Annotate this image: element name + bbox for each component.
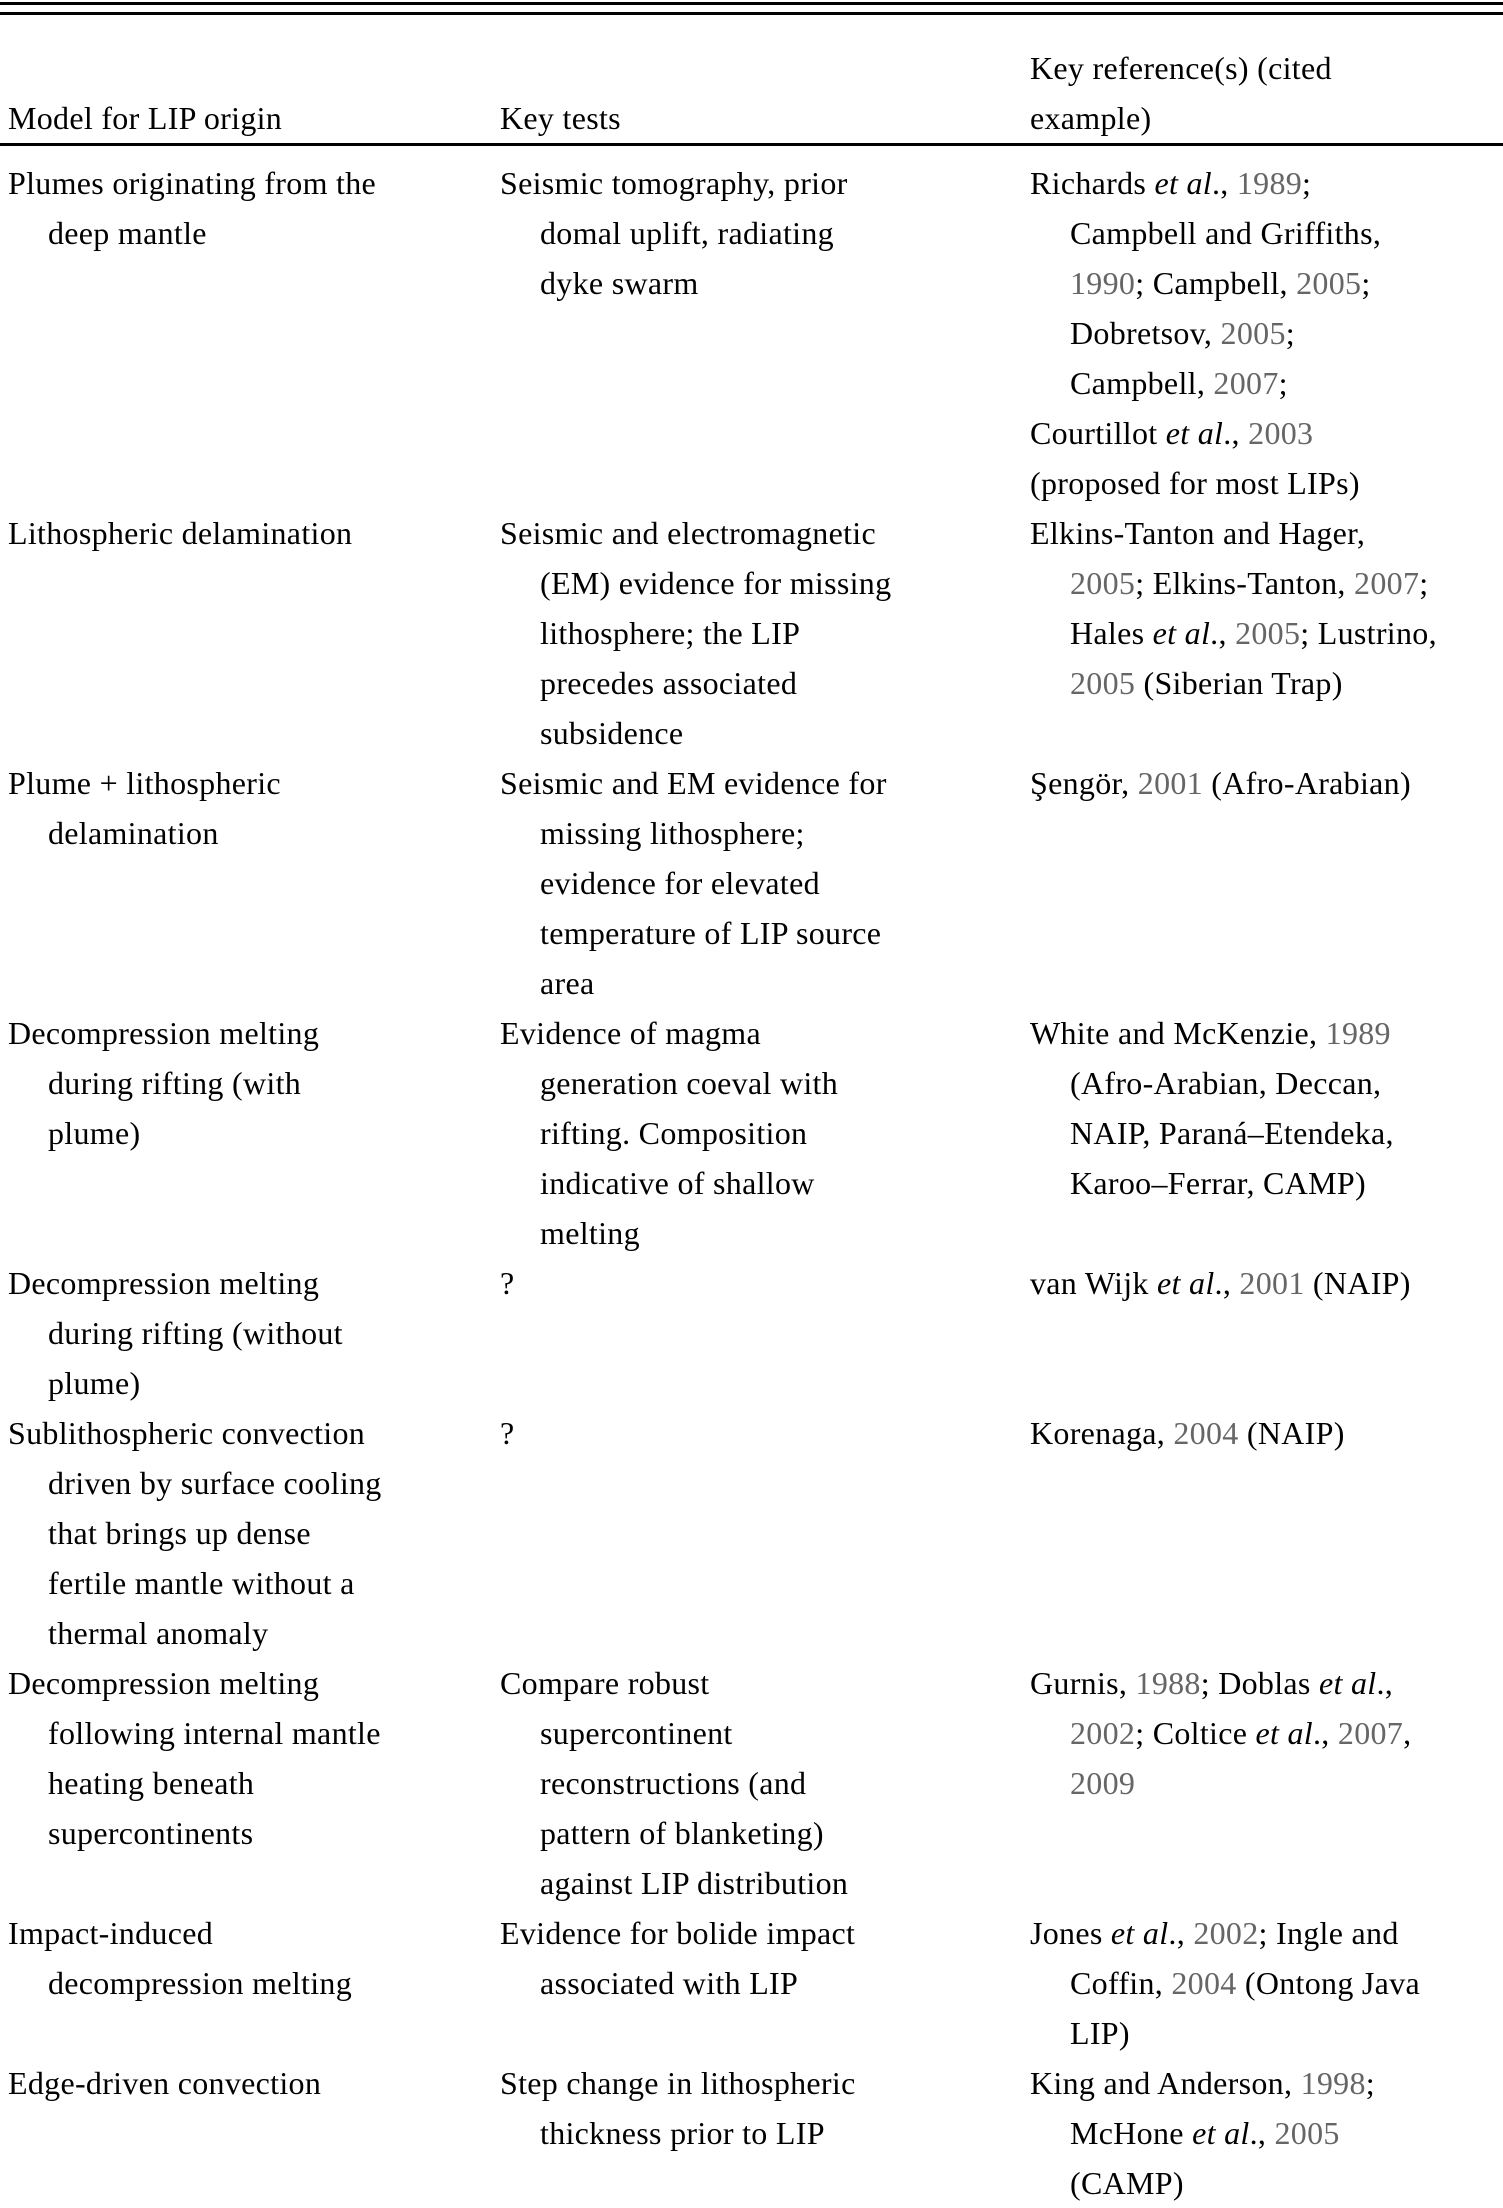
table-row — [0, 2058, 1503, 2208]
key-tests-cell — [500, 2058, 1030, 2158]
references-cell — [1030, 508, 1503, 708]
model-cell — [0, 758, 500, 858]
text-line — [8, 758, 500, 808]
text-segment: Key reference(s) (cited — [1030, 50, 1332, 86]
et-al-italic: et al — [1157, 1265, 1215, 1301]
text-line — [500, 1058, 1030, 1108]
text-line — [1030, 358, 1503, 408]
text-segment: Step change in lithospheric — [500, 2065, 856, 2101]
text-segment: delamination — [48, 815, 219, 851]
year-citation: 1988 — [1135, 1665, 1201, 1701]
text-segment: , — [1403, 1715, 1412, 1751]
text-segment: Plumes originating from the — [8, 165, 377, 201]
text-segment: during rifting (without — [48, 1315, 343, 1351]
text-segment: Edge-driven convection — [8, 2065, 322, 2101]
text-segment: that brings up dense — [48, 1515, 311, 1551]
references-cell — [1030, 2058, 1503, 2208]
text-line — [8, 508, 500, 558]
text-segment: driven by surface cooling — [48, 1465, 382, 1501]
text-segment: Evidence of magma — [500, 1015, 761, 1051]
text-segment: (NAIP) — [1238, 1415, 1345, 1451]
year-citation: 1998 — [1300, 2065, 1366, 2101]
text-segment: subsidence — [540, 715, 684, 751]
text-line — [8, 1508, 500, 1558]
key-tests-cell — [500, 1258, 1030, 1308]
text-line — [1030, 1408, 1503, 1458]
text-segment: ., — [1211, 165, 1237, 201]
text-segment: Seismic and electromagnetic — [500, 515, 876, 551]
text-segment: Karoo–Ferrar, CAMP) — [1070, 1165, 1366, 1201]
key-tests-cell — [500, 508, 1030, 758]
text-line — [1030, 2008, 1503, 2058]
text-segment: King and Anderson, — [1030, 2065, 1301, 2101]
table-body — [0, 146, 1503, 2208]
text-line — [8, 1608, 500, 1658]
model-cell — [0, 2058, 500, 2108]
text-segment: thickness prior to LIP — [540, 2115, 825, 2151]
text-line — [1030, 93, 1503, 143]
text-line — [8, 1358, 500, 1408]
text-line — [1030, 408, 1503, 458]
year-citation: 2007 — [1337, 1715, 1404, 1751]
year-citation: 2007 — [1354, 565, 1420, 601]
text-segment: Lithospheric delamination — [8, 515, 353, 551]
text-line — [500, 558, 1030, 608]
text-line — [1030, 608, 1503, 658]
text-line — [1030, 1658, 1503, 1708]
text-line — [1030, 458, 1503, 508]
text-line — [500, 708, 1030, 758]
text-line — [1030, 1108, 1503, 1158]
text-segment: ; Campbell, — [1135, 265, 1297, 301]
text-segment: ; — [1365, 2065, 1375, 2101]
text-line — [500, 1008, 1030, 1058]
key-tests-cell — [500, 158, 1030, 308]
text-segment: Courtillot — [1030, 415, 1166, 451]
text-segment: ; — [1278, 365, 1288, 401]
text-segment: Model for LIP origin — [8, 100, 283, 136]
text-line — [500, 1808, 1030, 1858]
et-al-italic: et al — [1154, 165, 1212, 201]
text-line — [1030, 1908, 1503, 1958]
text-segment: against LIP distribution — [540, 1865, 849, 1901]
text-segment: Key tests — [500, 100, 621, 136]
text-segment: Sublithospheric convection — [8, 1415, 366, 1451]
et-al-italic: et al — [1110, 1915, 1169, 1951]
text-segment: (Ontong Java — [1236, 1965, 1420, 2001]
text-segment: ; — [1361, 265, 1371, 301]
text-segment: Campbell and Griffiths, — [1070, 215, 1382, 251]
year-citation: 2005 — [1220, 315, 1286, 351]
text-segment: melting — [540, 1215, 640, 1251]
text-segment: (Afro-Arabian, Deccan, — [1070, 1065, 1382, 1101]
text-segment: thermal anomaly — [48, 1615, 269, 1651]
text-segment: example) — [1030, 100, 1152, 136]
et-al-italic: et al — [1165, 415, 1224, 451]
text-segment: rifting. Composition — [540, 1115, 808, 1151]
text-segment: fertile mantle without a — [48, 1565, 355, 1601]
key-tests-cell — [500, 1908, 1030, 2008]
column-header-tests — [500, 93, 1030, 143]
year-citation: 2002 — [1193, 1915, 1259, 1951]
text-line — [500, 158, 1030, 208]
text-line — [8, 1408, 500, 1458]
text-segment: heating beneath — [48, 1765, 255, 1801]
text-line — [500, 1758, 1030, 1808]
text-line — [500, 1708, 1030, 1758]
text-segment: temperature of LIP source — [540, 915, 882, 951]
text-segment: ; — [1285, 315, 1295, 351]
table-row — [0, 1908, 1503, 2058]
text-segment: Dobretsov, — [1070, 315, 1221, 351]
table-row — [0, 1008, 1503, 1258]
references-cell — [1030, 1008, 1503, 1208]
text-line — [1030, 258, 1503, 308]
text-line — [8, 808, 500, 858]
text-line — [8, 208, 500, 258]
model-cell — [0, 158, 500, 258]
text-line — [8, 1558, 500, 1608]
model-cell — [0, 1258, 500, 1408]
text-line — [500, 1958, 1030, 2008]
text-segment: Korenaga, — [1030, 1415, 1174, 1451]
text-segment: ; Ingle and — [1258, 1915, 1399, 1951]
text-line — [8, 1708, 500, 1758]
text-segment: ; Elkins-Tanton, — [1135, 565, 1355, 601]
text-segment: Plume + lithospheric — [8, 765, 281, 801]
text-line — [500, 1908, 1030, 1958]
text-segment: ? — [500, 1265, 515, 1301]
text-line — [500, 658, 1030, 708]
text-segment: White and McKenzie, — [1030, 1015, 1326, 1051]
text-line — [500, 1258, 1030, 1308]
references-cell — [1030, 1908, 1503, 2058]
text-line — [1030, 1258, 1503, 1308]
year-citation: 2002 — [1070, 1715, 1136, 1751]
text-segment: missing lithosphere; — [540, 815, 805, 851]
year-citation: 2009 — [1070, 1765, 1136, 1801]
text-segment: generation coeval with — [540, 1065, 839, 1101]
text-segment: plume) — [48, 1115, 141, 1151]
text-segment: ? — [500, 1415, 515, 1451]
text-line — [500, 508, 1030, 558]
text-line — [1030, 2058, 1503, 2108]
text-line — [500, 1658, 1030, 1708]
text-segment: ., — [1376, 1665, 1394, 1701]
text-segment: Gurnis, — [1030, 1665, 1136, 1701]
key-tests-cell — [500, 758, 1030, 1008]
model-cell — [0, 1408, 500, 1658]
text-line — [1030, 1058, 1503, 1108]
text-line — [1030, 43, 1503, 93]
text-segment: ., — [1210, 615, 1236, 651]
text-segment: ; Lustrino, — [1300, 615, 1437, 651]
year-citation: 1989 — [1236, 165, 1303, 201]
year-citation: 2004 — [1173, 1415, 1239, 1451]
column-header-model — [0, 93, 500, 143]
text-segment: ., — [1168, 1915, 1194, 1951]
year-citation: 2005 — [1070, 565, 1136, 601]
text-line — [8, 1758, 500, 1808]
key-tests-cell — [500, 1658, 1030, 1908]
references-cell — [1030, 1408, 1503, 1458]
text-segment: ; Doblas — [1200, 1665, 1319, 1701]
text-line — [500, 608, 1030, 658]
text-segment: domal uplift, radiating — [540, 215, 834, 251]
text-segment: ; Coltice — [1135, 1715, 1256, 1751]
text-line — [1030, 208, 1503, 258]
text-segment: (NAIP) — [1304, 1265, 1411, 1301]
text-segment: Seismic tomography, prior — [500, 165, 848, 201]
text-segment: lithosphere; the LIP — [540, 615, 801, 651]
text-segment: ., — [1249, 2115, 1275, 2151]
key-tests-cell — [500, 1008, 1030, 1258]
text-segment: precedes associated — [540, 665, 798, 701]
text-line — [8, 1258, 500, 1308]
references-cell — [1030, 1658, 1503, 1808]
text-segment: (EM) evidence for missing — [540, 565, 892, 601]
text-segment: evidence for elevated — [540, 865, 820, 901]
text-line — [8, 1658, 500, 1708]
text-line — [500, 808, 1030, 858]
text-segment: NAIP, Paraná–Etendeka, — [1070, 1115, 1394, 1151]
year-citation: 2007 — [1213, 365, 1279, 401]
text-segment: area — [540, 965, 595, 1001]
text-line — [1030, 1708, 1503, 1758]
text-segment: ; — [1419, 565, 1429, 601]
text-line — [1030, 1958, 1503, 2008]
model-cell — [0, 1008, 500, 1158]
model-cell — [0, 1908, 500, 2008]
text-segment: Coffin, — [1070, 1965, 1172, 2001]
text-line — [500, 1858, 1030, 1908]
text-line — [8, 1808, 500, 1858]
table-row — [0, 1258, 1503, 1408]
text-segment: pattern of blanketing) — [540, 1815, 824, 1851]
text-segment: Decompression melting — [8, 1665, 320, 1701]
et-al-italic: et al — [1255, 1715, 1313, 1751]
text-segment: decompression melting — [48, 1965, 353, 2001]
column-header-references — [1030, 43, 1503, 143]
text-segment: during rifting (with — [48, 1065, 302, 1101]
text-segment: Decompression melting — [8, 1015, 320, 1051]
text-line — [8, 93, 500, 143]
table-row — [0, 158, 1503, 508]
text-line — [500, 258, 1030, 308]
table-row — [0, 1408, 1503, 1658]
text-segment: McHone — [1070, 2115, 1193, 2151]
year-citation: 2001 — [1239, 1265, 1305, 1301]
text-segment: Decompression melting — [8, 1265, 320, 1301]
text-line — [500, 1208, 1030, 1258]
et-al-italic: et al — [1192, 2115, 1250, 2151]
text-segment: Impact-induced — [8, 1915, 213, 1951]
text-line — [500, 858, 1030, 908]
text-segment: Evidence for bolide impact — [500, 1915, 856, 1951]
et-al-italic: et al — [1152, 615, 1211, 651]
text-segment: (Siberian Trap) — [1135, 665, 1343, 701]
year-citation: 2004 — [1171, 1965, 1237, 2001]
text-segment: van Wijk — [1030, 1265, 1158, 1301]
text-line — [1030, 2158, 1503, 2208]
text-line — [8, 1058, 500, 1108]
text-segment: associated with LIP — [540, 1965, 799, 2001]
table-header-row — [0, 15, 1503, 146]
text-segment: (CAMP) — [1070, 2165, 1184, 2201]
text-segment: Compare robust — [500, 1665, 710, 1701]
text-segment: Seismic and EM evidence for — [500, 765, 887, 801]
references-cell — [1030, 758, 1503, 808]
text-segment: following internal mantle — [48, 1715, 381, 1751]
text-segment: Şengör, — [1030, 765, 1138, 801]
text-line — [500, 908, 1030, 958]
references-cell — [1030, 1258, 1503, 1308]
text-line — [1030, 308, 1503, 358]
text-segment: indicative of shallow — [540, 1165, 815, 1201]
text-line — [500, 758, 1030, 808]
text-segment: ., — [1223, 415, 1249, 451]
year-citation: 2003 — [1248, 415, 1314, 451]
text-segment: Elkins-Tanton and Hager, — [1030, 515, 1366, 551]
text-segment: dyke swarm — [540, 265, 699, 301]
text-line — [500, 958, 1030, 1008]
year-citation: 2005 — [1070, 665, 1136, 701]
text-line — [1030, 1008, 1503, 1058]
top-rule-gap — [0, 5, 1503, 12]
key-tests-cell — [500, 1408, 1030, 1458]
table-row — [0, 758, 1503, 1008]
text-line — [8, 1908, 500, 1958]
text-segment: supercontinent — [540, 1715, 733, 1751]
text-segment: Campbell, — [1070, 365, 1214, 401]
et-al-italic: et al — [1318, 1665, 1377, 1701]
text-line — [8, 1308, 500, 1358]
text-segment: supercontinents — [48, 1815, 254, 1851]
text-segment: Hales — [1070, 615, 1153, 651]
year-citation: 2001 — [1137, 765, 1203, 801]
text-segment: ., — [1214, 1265, 1240, 1301]
table-row — [0, 508, 1503, 758]
text-line — [8, 1458, 500, 1508]
text-line — [500, 1158, 1030, 1208]
text-line — [500, 1108, 1030, 1158]
text-segment: deep mantle — [48, 215, 207, 251]
text-line — [1030, 658, 1503, 708]
year-citation: 2005 — [1235, 615, 1301, 651]
text-line — [500, 1408, 1030, 1458]
year-citation: 2005 — [1296, 265, 1362, 301]
text-line — [1030, 158, 1503, 208]
text-line — [1030, 508, 1503, 558]
text-segment: LIP) — [1070, 2015, 1130, 2051]
text-segment: Jones — [1030, 1915, 1111, 1951]
text-line — [8, 1008, 500, 1058]
text-segment: (Afro-Arabian) — [1202, 765, 1411, 801]
text-line — [8, 1108, 500, 1158]
references-cell — [1030, 158, 1503, 508]
text-line — [1030, 1758, 1503, 1808]
text-line — [500, 208, 1030, 258]
text-line — [1030, 558, 1503, 608]
text-segment: ; — [1302, 165, 1312, 201]
text-line — [1030, 2108, 1503, 2158]
year-citation: 1989 — [1325, 1015, 1391, 1051]
text-segment: ., — [1313, 1715, 1338, 1751]
text-segment: reconstructions (and — [540, 1765, 807, 1801]
text-line — [8, 1958, 500, 2008]
text-line — [500, 93, 1030, 143]
text-line — [500, 2058, 1030, 2108]
year-citation: 2005 — [1274, 2115, 1340, 2151]
text-segment: Richards — [1030, 165, 1155, 201]
text-segment: (proposed for most LIPs) — [1030, 465, 1360, 501]
table-row — [0, 1658, 1503, 1908]
text-line — [500, 2108, 1030, 2158]
model-cell — [0, 508, 500, 558]
text-line — [8, 2058, 500, 2108]
text-line — [8, 158, 500, 208]
text-segment: plume) — [48, 1365, 141, 1401]
text-line — [1030, 1158, 1503, 1208]
model-cell — [0, 1658, 500, 1858]
year-citation: 1990 — [1070, 265, 1136, 301]
text-line — [1030, 758, 1503, 808]
